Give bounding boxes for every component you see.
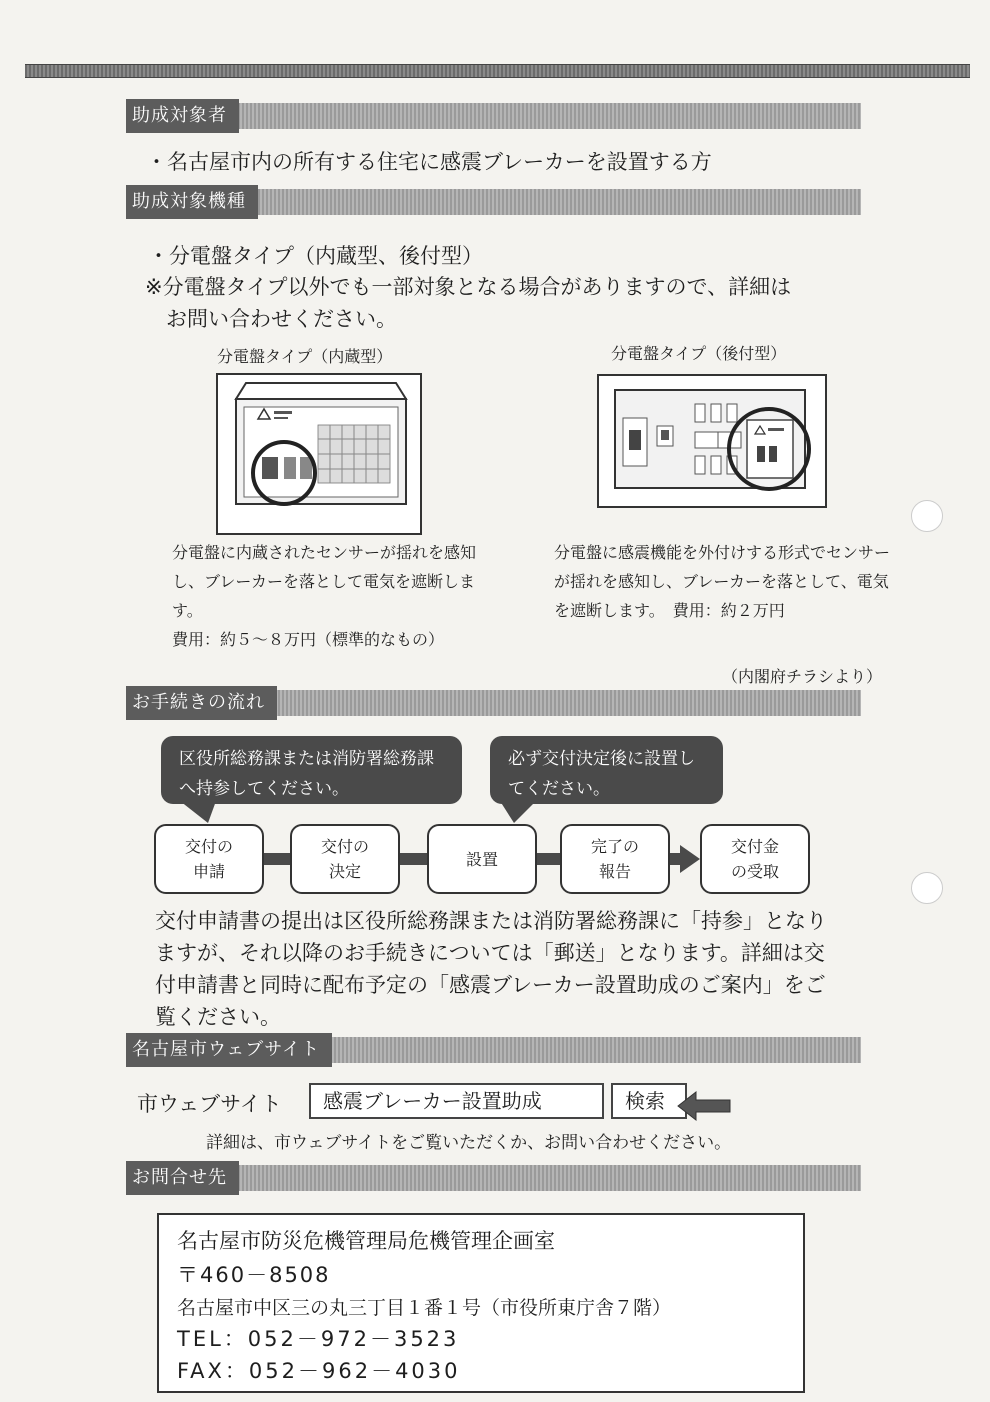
callout-install-pointer-icon xyxy=(500,801,540,825)
flow-connector xyxy=(400,853,430,865)
punch-hole xyxy=(911,872,943,904)
section-title-procedure: お手続きの流れ xyxy=(126,686,277,720)
section-title-models: 助成対象機種 xyxy=(126,185,258,219)
callout-install: 必ず交付決定後に設置してください。 xyxy=(490,736,723,804)
contact-fax: FAX：052－962－4030 xyxy=(177,1359,461,1383)
contact-org: 名古屋市防災危機管理局危機管理企画室 xyxy=(177,1229,555,1253)
caption-retrofit: 分電盤タイプ（後付型） xyxy=(611,344,787,363)
contact-tel: TEL：052－972－3523 xyxy=(177,1327,460,1351)
flow-connector xyxy=(262,853,292,865)
flow-arrow-icon xyxy=(680,845,702,873)
retrofit-panel-illustration xyxy=(597,374,827,508)
builtin-panel-icon xyxy=(218,375,420,533)
section-title-target: 助成対象者 xyxy=(126,99,239,133)
website-label: 市ウェブサイト xyxy=(137,1092,282,1116)
builtin-cost: 費用：約５～８万円（標準的なもの） xyxy=(172,630,445,649)
punch-hole xyxy=(911,500,943,532)
procedure-description: 交付申請書の提出は区役所総務課または消防署総務課に「持参」となりますが、それ以降のお手続きについては「郵送」となります。詳細は交付申請書と同時に配布予定の「感震ブレーカー設置助成のご案内」をご覧ください。 xyxy=(155,909,827,1029)
flow-step-apply: 交付の 申請 xyxy=(154,824,264,894)
section-header-models xyxy=(126,189,861,215)
contact-box xyxy=(157,1213,805,1393)
flow-step-install: 設置 xyxy=(427,824,537,894)
flow-step-decision: 交付の 決定 xyxy=(290,824,400,894)
builtin-description: 分電盤に内蔵されたセンサーが揺れを感知し、ブレーカーを落として電気を遮断します。 xyxy=(172,543,477,620)
website-note: 詳細は、市ウェブサイトをご覧いただくか、お問い合わせください。 xyxy=(206,1133,732,1153)
models-bullet: ・分電盤タイプ（内蔵型、後付型） xyxy=(148,244,483,268)
builtin-panel-illustration xyxy=(216,373,422,535)
flow-step-report: 完了の 報告 xyxy=(560,824,670,894)
contact-address: 名古屋市中区三の丸三丁目１番１号（市役所東庁舎７階） xyxy=(177,1297,672,1319)
target-bullet: ・名古屋市内の所有する住宅に感震ブレーカーを設置する方 xyxy=(146,150,712,174)
retrofit-panel-icon xyxy=(599,376,825,506)
section-header-target xyxy=(126,103,861,129)
pointing-arrow-icon xyxy=(674,1090,734,1122)
caption-builtin: 分電盤タイプ（内蔵型） xyxy=(217,347,393,366)
section-header-procedure xyxy=(126,690,861,716)
source-note: （内閣府チラシより） xyxy=(722,667,883,686)
callout-submit: 区役所総務課または消防署総務課へ持参してください。 xyxy=(161,736,462,804)
models-note: ※分電盤タイプ以外でも一部対象となる場合がありますので、詳細はお問い合わせください。 xyxy=(145,275,792,331)
website-search-button[interactable]: 検索 xyxy=(611,1083,687,1119)
flow-step-receive: 交付金 の受取 xyxy=(700,824,810,894)
section-header-website xyxy=(126,1037,861,1063)
section-title-website: 名古屋市ウェブサイト xyxy=(126,1033,332,1067)
retrofit-description: 分電盤に感震機能を外付けする形式でセンサーが揺れを感知し、ブレーカーを落として、電気を遮断します。 費用：約２万円 xyxy=(554,543,891,620)
top-rule xyxy=(25,64,970,78)
section-header-contact xyxy=(126,1165,861,1191)
section-title-contact: お問合せ先 xyxy=(126,1161,239,1195)
website-search-keyword[interactable]: 感震ブレーカー設置助成 xyxy=(309,1083,604,1119)
callout-submit-pointer-icon xyxy=(180,801,220,825)
contact-postal: 〒460－8508 xyxy=(177,1263,331,1287)
